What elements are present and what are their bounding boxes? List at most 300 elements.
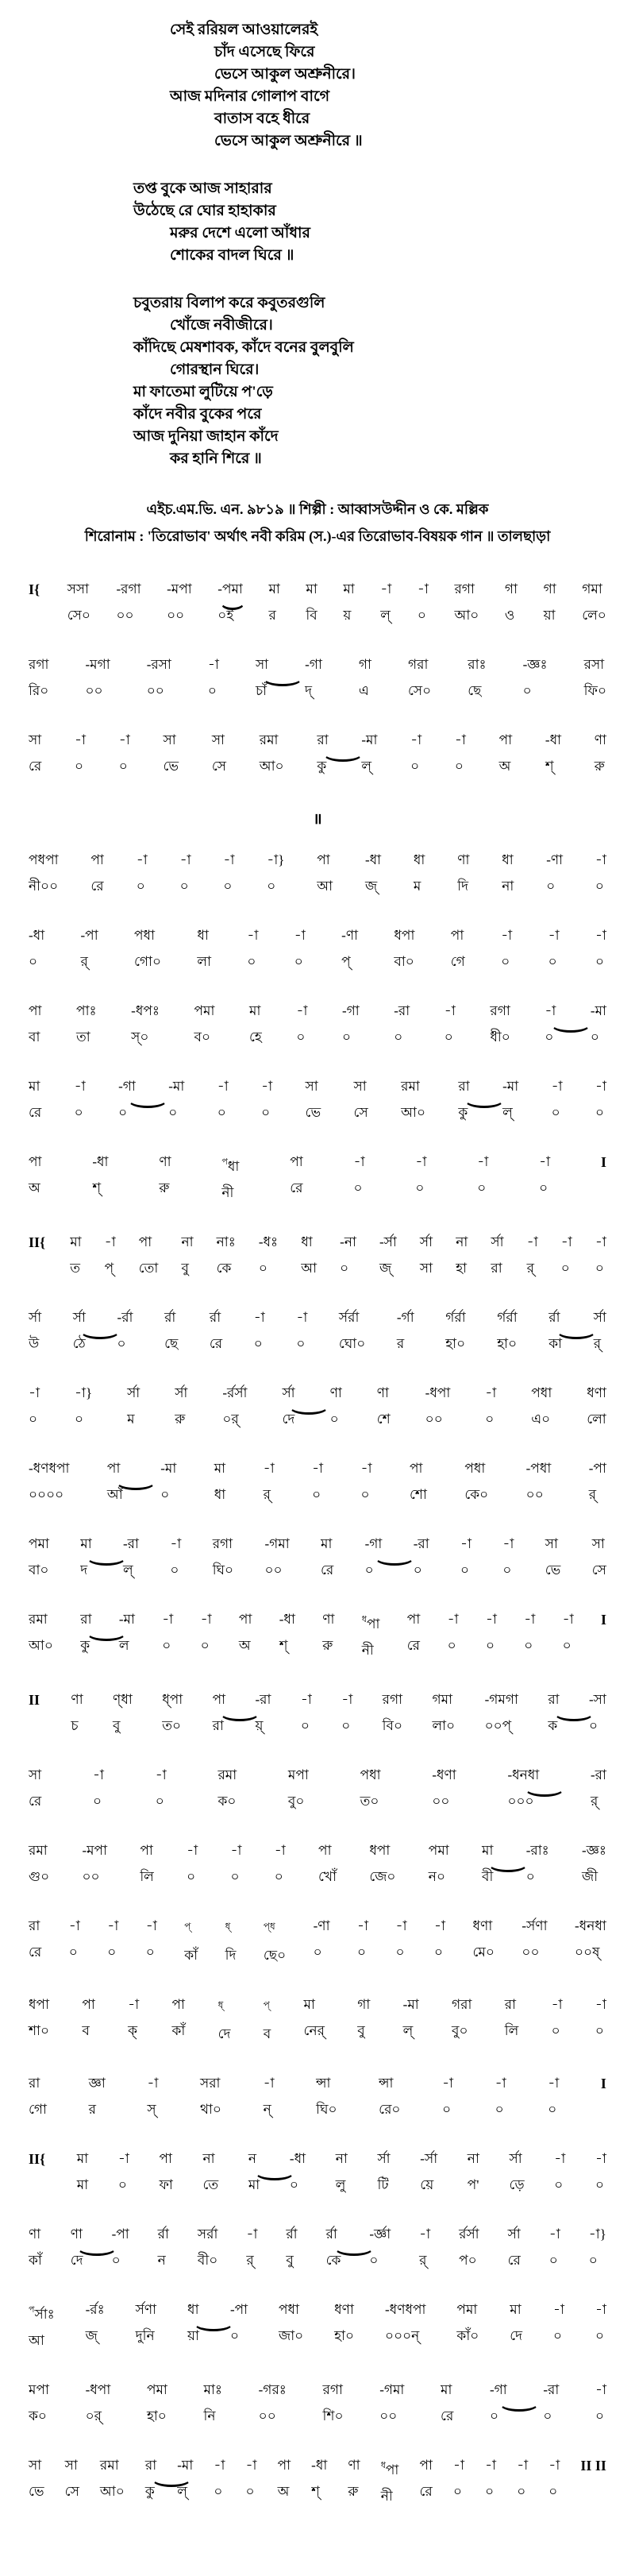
lyric-syllable: ধা xyxy=(214,1487,226,1502)
note-value: -গা xyxy=(305,657,322,672)
lyric-syllable: শো xyxy=(409,1487,427,1502)
note-text xyxy=(194,1003,215,1018)
note-value: গা xyxy=(543,581,556,597)
lyric-syllable: হা xyxy=(456,1261,468,1276)
lyric-syllable: ০০ xyxy=(167,608,185,623)
lyric-syllable: অ xyxy=(238,1638,251,1653)
note-cell xyxy=(80,1612,91,1654)
note-text xyxy=(394,928,414,943)
lyric-syllable: রু xyxy=(175,1412,186,1427)
note-value: -া xyxy=(548,2458,560,2473)
note-text xyxy=(181,1234,193,1249)
note-value: ধা xyxy=(187,2302,199,2317)
lyric-syllable: ০ xyxy=(74,1412,84,1427)
row-end-marker: I xyxy=(600,2076,606,2091)
note-value: প্ xyxy=(184,1921,191,1932)
note-value: পা xyxy=(409,1461,423,1476)
note-value: ধণা xyxy=(587,1385,606,1400)
lyric-syllable: র্ xyxy=(419,2253,427,2268)
note-cell xyxy=(379,2382,404,2424)
note-text xyxy=(306,581,317,597)
note-value: -া xyxy=(548,928,560,943)
lyric-syllable: স্ xyxy=(147,2102,156,2117)
lyric-syllable: রে xyxy=(290,1180,303,1195)
note-cell xyxy=(369,2226,391,2269)
note-value: -া xyxy=(434,1918,446,1933)
note-text xyxy=(204,2382,222,2397)
note-value: গরা xyxy=(408,657,429,672)
slur-arc xyxy=(194,2315,233,2331)
note-cell xyxy=(86,2382,111,2424)
lyric-syllable: লি xyxy=(140,1869,154,1884)
lyric-syllable: দ্ xyxy=(305,683,313,698)
note-value: মা xyxy=(249,1003,261,1018)
note-text xyxy=(410,732,421,747)
lyric-syllable: ত০ xyxy=(360,1794,379,1809)
note-cell xyxy=(491,1234,503,1276)
lyric-syllable: বু০ xyxy=(452,2023,468,2038)
note-text xyxy=(592,1536,605,1551)
note-text xyxy=(264,1461,275,1476)
lyric-syllable: নী xyxy=(361,1643,374,1658)
note-value: মা xyxy=(510,2302,521,2317)
note-text xyxy=(507,1767,539,1782)
lyric-syllable: ০ xyxy=(560,1261,570,1276)
note-text xyxy=(521,1918,547,1933)
note-value: -া xyxy=(207,657,219,672)
note-value: -া xyxy=(128,1997,140,2012)
lyric-syllable: র্ xyxy=(526,1261,534,1276)
lyric-syllable: গো০ xyxy=(134,954,162,969)
lyric-syllable: ০ xyxy=(595,1261,604,1276)
note-text xyxy=(505,581,518,597)
note-text xyxy=(29,1767,41,1782)
note-value: পা xyxy=(212,1692,226,1707)
lyric-syllable: রে xyxy=(209,1336,223,1351)
note-value: -া xyxy=(419,2226,431,2242)
note-value: -মা xyxy=(502,1079,519,1094)
slur-arc xyxy=(499,2396,539,2412)
note-cell xyxy=(425,1385,451,1427)
note-value: ণা xyxy=(329,1385,342,1400)
note-text xyxy=(282,1385,294,1400)
note-text xyxy=(456,1234,468,1249)
note-cell xyxy=(294,928,306,970)
lyric-syllable: ম xyxy=(127,1412,135,1427)
lyric-syllable: ল্ xyxy=(123,1562,133,1578)
lyric-syllable: আ০ xyxy=(259,759,284,774)
note-value: -া xyxy=(104,1234,116,1249)
note-value: র্সা xyxy=(507,2226,521,2242)
lyric-syllable: ব০ xyxy=(194,1029,211,1045)
note-text xyxy=(589,1692,606,1707)
lyric-syllable: দে xyxy=(70,2253,83,2268)
note-value: -া xyxy=(179,852,191,867)
lyric-syllable: লা xyxy=(197,954,212,969)
note-cell xyxy=(595,928,606,970)
note-text xyxy=(145,2458,156,2473)
note-cell xyxy=(80,1536,91,1578)
note-text xyxy=(113,1692,133,1707)
lyric-syllable: রে xyxy=(29,1105,42,1120)
note-text xyxy=(381,2462,399,2478)
note-cell xyxy=(217,1767,237,1809)
note-value: -ধা xyxy=(545,732,562,747)
note-cell xyxy=(554,2151,565,2193)
note-text xyxy=(29,1385,40,1400)
note-text xyxy=(545,1536,558,1551)
lyric-syllable: জী xyxy=(582,1869,598,1884)
lyric-syllable: ০ xyxy=(118,1105,128,1120)
lyric-syllable: রা xyxy=(491,1261,502,1276)
lyric-syllable: জ্ xyxy=(85,2328,98,2343)
note-cell xyxy=(264,1918,286,1964)
note-text xyxy=(162,1692,183,1707)
lyric-syllable: বু xyxy=(357,2023,365,2038)
note-cell xyxy=(490,1003,510,1045)
note-cell xyxy=(595,2302,606,2344)
lyric-syllable: ০ xyxy=(551,1105,560,1120)
note-text xyxy=(554,2151,565,2166)
lyric-syllable: বী০ xyxy=(197,2253,218,2268)
note-text xyxy=(267,852,284,867)
note-value: ণা xyxy=(376,1385,389,1400)
note-cell xyxy=(589,2226,606,2269)
note-value: -া xyxy=(360,1461,372,1476)
note-cell xyxy=(29,2302,55,2349)
lyric-syllable: স্০ xyxy=(131,1029,149,1045)
note-value: র্সণা xyxy=(135,2302,157,2317)
note-text xyxy=(175,1385,187,1400)
note-value: র্সা xyxy=(175,1385,188,1400)
lyric-syllable: ব xyxy=(82,2023,90,2038)
note-text xyxy=(348,2458,360,2473)
note-value: গরা xyxy=(452,1997,472,2012)
note-cell xyxy=(181,1234,193,1276)
note-text xyxy=(201,1612,212,1627)
notation-row xyxy=(29,1461,606,1503)
note-cell xyxy=(93,1767,104,1809)
note-cell xyxy=(419,2458,432,2500)
lyric-syllable: রে০ xyxy=(379,2102,401,2117)
note-text xyxy=(296,1310,307,1325)
lyric-syllable: দে xyxy=(217,2026,231,2041)
note-cell xyxy=(342,1003,360,1045)
lyric-syllable: দি xyxy=(457,879,469,894)
note-cell xyxy=(89,2076,106,2118)
note-cell xyxy=(454,581,479,624)
note-value: রগা xyxy=(322,2382,343,2397)
note-text xyxy=(418,581,429,597)
note-value: ণা xyxy=(322,1612,335,1627)
note-text xyxy=(317,732,328,747)
note-cell xyxy=(145,2458,156,2500)
lyric-syllable: ০ xyxy=(223,879,233,894)
lyric-syllable: লা০ xyxy=(432,1718,456,1733)
note-text xyxy=(548,1310,560,1325)
note-cell xyxy=(359,657,371,699)
note-text xyxy=(582,1843,606,1858)
slur-arc xyxy=(488,1856,528,1872)
note-cell xyxy=(278,2458,291,2500)
note-value: -না xyxy=(340,1234,356,1249)
slur-arc xyxy=(80,1323,120,1339)
note-text xyxy=(527,1234,538,1249)
note-value: র্সা xyxy=(419,1234,433,1249)
note-value: পা xyxy=(106,1461,121,1476)
note-text xyxy=(587,1385,606,1400)
note-value: সা xyxy=(353,1079,367,1094)
lyric-syllable: ০ xyxy=(588,2253,598,2268)
note-text xyxy=(217,1079,229,1094)
note-text xyxy=(545,1003,556,1018)
lyric-syllable: ন্ xyxy=(263,2102,271,2117)
note-text xyxy=(397,1310,414,1325)
note-text xyxy=(473,1918,493,1933)
note-value: -র্গা xyxy=(396,1310,414,1325)
note-text xyxy=(268,581,279,597)
note-cell xyxy=(451,928,465,970)
note-cell xyxy=(160,2151,173,2193)
note-value: -ধণা xyxy=(432,1767,456,1782)
notation-row xyxy=(29,2151,606,2193)
notation-row xyxy=(29,1612,606,1659)
note-text xyxy=(29,1461,69,1476)
note-cell xyxy=(222,1385,247,1427)
note-value: -ধঃ xyxy=(258,1234,279,1249)
note-cell xyxy=(85,657,110,699)
lyric-syllable: ০ xyxy=(595,2177,604,2192)
note-text xyxy=(490,1003,510,1018)
note-cell xyxy=(214,1461,225,1503)
lyric-syllable: ০০০০ xyxy=(29,1487,64,1502)
note-cell xyxy=(117,1310,133,1352)
lyric-syllable: ০ xyxy=(548,2102,557,2117)
note-cell xyxy=(543,2382,559,2424)
lyric-syllable: ক০ xyxy=(29,2408,47,2423)
note-value: -া xyxy=(517,2458,529,2473)
note-cell xyxy=(365,1536,383,1578)
note-cell xyxy=(203,2151,219,2193)
lyric-syllable: ক০ xyxy=(217,1794,237,1809)
lyric-syllable: ০ xyxy=(417,608,426,623)
note-text xyxy=(526,1461,552,1476)
note-cell xyxy=(65,2458,79,2500)
lyric-syllable: ০ xyxy=(360,1487,370,1502)
note-value: -মা xyxy=(361,732,378,747)
lyric-syllable: ০ xyxy=(595,2023,604,2038)
note-cell xyxy=(397,1310,414,1352)
note-cell xyxy=(505,581,518,624)
note-text xyxy=(249,1003,260,1018)
note-text xyxy=(279,1612,295,1627)
note-text xyxy=(595,1079,606,1094)
note-cell xyxy=(385,2302,425,2344)
note-text xyxy=(526,1843,549,1858)
note-cell xyxy=(100,2458,125,2500)
lyric-syllable: ০ xyxy=(357,1945,367,1960)
lyric-syllable: ০ xyxy=(74,1105,83,1120)
note-text xyxy=(595,852,606,867)
slur-arc xyxy=(554,1705,594,1721)
note-value: পধপা xyxy=(29,852,59,867)
note-text xyxy=(429,1843,449,1858)
note-cell xyxy=(548,928,560,970)
note-text xyxy=(330,1385,342,1400)
note-cell xyxy=(323,2382,344,2424)
note-text xyxy=(29,1003,41,1018)
note-cell xyxy=(187,2302,199,2344)
note-value: রমা xyxy=(401,1079,420,1094)
lyric-line: কর হানি শিরে ॥ xyxy=(170,450,262,467)
note-value: -া xyxy=(136,852,148,867)
lyric-syllable: ঘো০ xyxy=(338,1336,366,1351)
lyric-syllable: র্ xyxy=(590,1794,598,1809)
note-cell xyxy=(217,581,243,624)
note-value: -পা xyxy=(80,928,98,943)
lyric-syllable: ০ xyxy=(155,1794,164,1809)
lyric-syllable: ০ xyxy=(595,2408,605,2423)
lyric-syllable: অ xyxy=(498,759,511,774)
note-cell xyxy=(521,1918,547,1960)
note-value: পধা xyxy=(279,2302,300,2317)
note-text xyxy=(561,1234,572,1249)
lyric-syllable: নী০০ xyxy=(29,879,59,894)
lyric-syllable: রে xyxy=(29,759,42,774)
lyric-syllable: জা০ xyxy=(279,2328,304,2343)
lyric-syllable: ০ xyxy=(595,954,605,969)
notation-row xyxy=(29,2226,606,2269)
note-text xyxy=(214,2458,225,2473)
note-value: র্সা xyxy=(72,1310,86,1325)
note-cell xyxy=(247,928,258,970)
note-cell xyxy=(264,1997,271,2042)
note-text xyxy=(76,1003,97,1018)
note-cell xyxy=(595,852,606,894)
note-cell xyxy=(164,1310,178,1352)
note-text xyxy=(341,1692,352,1707)
note-text xyxy=(336,2151,348,2166)
note-text xyxy=(214,1461,225,1476)
note-cell xyxy=(116,581,140,624)
lyric-syllable: কাঁ xyxy=(184,1948,198,1963)
note-text xyxy=(256,657,268,672)
note-text xyxy=(508,2226,521,2242)
note-value: -া xyxy=(539,1154,551,1169)
note-cell xyxy=(214,2458,225,2500)
lyric-syllable: ০ xyxy=(111,2253,121,2268)
note-text xyxy=(458,1079,469,1094)
lyric-syllable: ০ xyxy=(229,2328,239,2343)
lyric-syllable: ০ xyxy=(525,1869,535,1884)
record-info-line: এইচ.এম.ভি. এন. ৯৮১৯ ॥ শিল্পী : আব্বাসউদ্দীন ও কে. মল্লিক xyxy=(146,501,489,517)
note-value: -া xyxy=(560,1234,572,1249)
note-text xyxy=(162,1612,173,1627)
note-value: র্গর্রা xyxy=(497,1310,518,1325)
note-value: মা xyxy=(80,1536,92,1551)
note-cell xyxy=(29,1767,41,1809)
note-cell xyxy=(322,1612,334,1654)
note-text xyxy=(264,2000,270,2015)
lyric-syllable: ০০প্ xyxy=(484,1718,512,1733)
note-text xyxy=(343,581,354,597)
note-value: -া xyxy=(454,732,466,747)
note-cell xyxy=(119,732,130,774)
lyric-syllable: ০ xyxy=(595,2328,605,2343)
note-text xyxy=(147,2382,167,2397)
lyric-line: মরুর দেশে এলো আঁধার xyxy=(170,225,310,241)
note-value: -া} xyxy=(588,2226,606,2242)
note-value: -া xyxy=(312,1461,324,1476)
note-text xyxy=(342,1003,360,1018)
slur-arc xyxy=(116,1474,156,1490)
note-cell xyxy=(29,2382,49,2424)
note-value: -ধপা xyxy=(85,2382,111,2397)
note-value: -া xyxy=(263,1461,275,1476)
note-cell xyxy=(164,732,179,774)
note-text xyxy=(168,1079,184,1094)
notation-row xyxy=(29,2302,606,2349)
note-cell xyxy=(306,1079,321,1121)
lyric-syllable: কু xyxy=(458,1105,468,1120)
lyric-syllable: এ০ xyxy=(531,1412,551,1427)
lyric-syllable: ল্ xyxy=(502,1105,513,1120)
note-text xyxy=(223,852,234,867)
note-cell xyxy=(357,1918,368,1960)
lyric-syllable: ০ xyxy=(118,759,128,774)
note-value: -া xyxy=(118,732,130,747)
note-value: -গমা xyxy=(379,2382,405,2397)
note-text xyxy=(499,732,512,747)
note-value: র্রর্সা xyxy=(459,2226,479,2242)
note-value: -া xyxy=(29,1385,40,1400)
lyric-syllable: ০ xyxy=(364,1562,374,1578)
note-value: রমা xyxy=(217,1767,237,1782)
note-value: -র্রঃ xyxy=(85,2302,105,2317)
slur-arc xyxy=(375,1550,414,1566)
note-value: রা xyxy=(504,1997,517,2012)
lyric-syllable: ল্ xyxy=(177,2484,187,2499)
note-value: সরা xyxy=(199,2076,221,2091)
note-value: র্সা xyxy=(509,2151,522,2166)
lyric-syllable: ভে xyxy=(545,1562,561,1578)
note-cell xyxy=(497,1310,517,1352)
note-text xyxy=(369,1843,390,1858)
musical-notation xyxy=(0,581,635,2505)
note-text xyxy=(361,732,377,747)
lyric-syllable: বু xyxy=(113,1718,121,1733)
song-credits xyxy=(0,496,635,550)
lyric-syllable: উ xyxy=(29,1336,40,1351)
note-cell xyxy=(407,1612,420,1654)
note-value: গা xyxy=(357,1997,371,2012)
note-cell xyxy=(502,1536,514,1578)
note-text xyxy=(230,1843,241,1858)
note-value: সা xyxy=(255,657,269,672)
note-value: পা xyxy=(419,2458,433,2473)
lyric-syllable: ০০ xyxy=(82,1869,100,1884)
note-cell xyxy=(561,1234,572,1276)
note-cell xyxy=(187,1843,198,1885)
note-cell xyxy=(456,2302,479,2344)
notation-row xyxy=(29,1997,606,2042)
lyric-syllable: হা০ xyxy=(497,1336,518,1351)
note-cell xyxy=(128,1997,139,2039)
note-value: র্রা xyxy=(209,1310,221,1325)
note-value: র্সা xyxy=(29,1310,42,1325)
note-text xyxy=(468,2151,479,2166)
note-value: ধণা xyxy=(472,1918,493,1933)
